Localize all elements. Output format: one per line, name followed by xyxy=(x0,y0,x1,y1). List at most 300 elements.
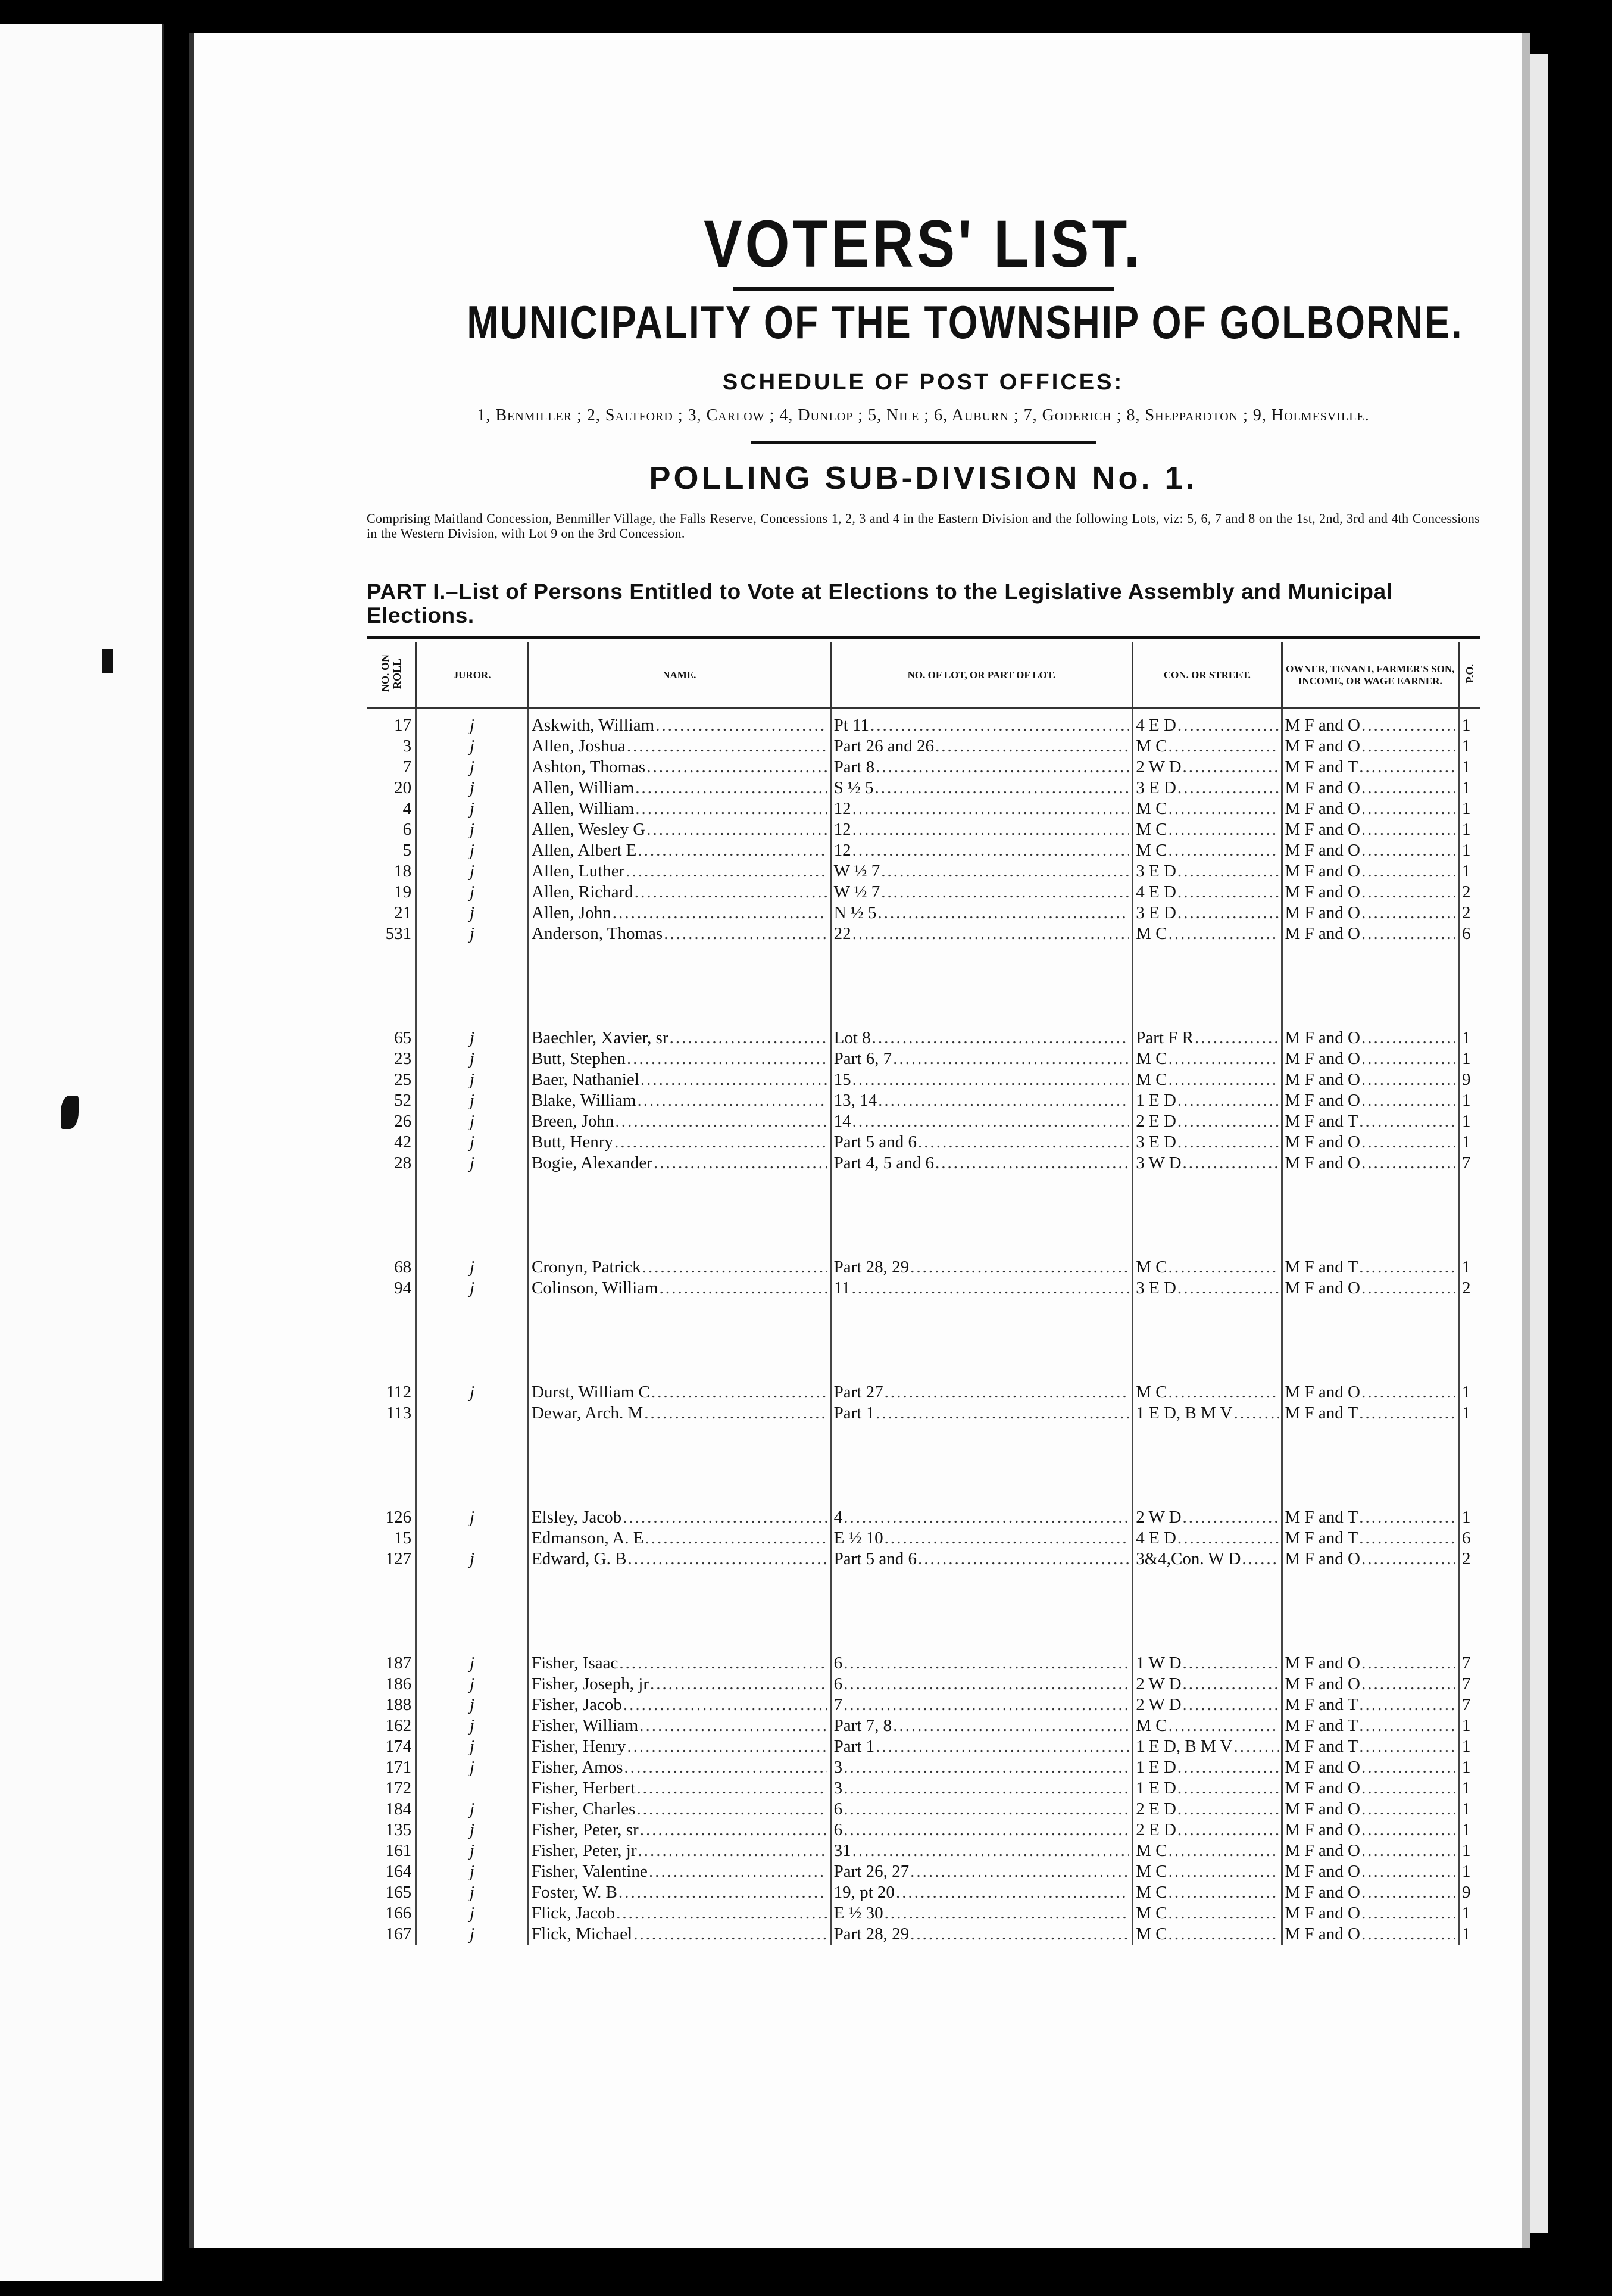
lot-number: 4 ..... xyxy=(830,1507,1133,1528)
blank-row xyxy=(367,986,1480,1007)
owner-status: M F and T ..... xyxy=(1282,1736,1459,1757)
lot-number: 31 ..... xyxy=(830,1840,1133,1861)
concession: M C ..... xyxy=(1133,1840,1282,1861)
concession: 3 W D ..... xyxy=(1133,1153,1282,1174)
lot-number: 6 ..... xyxy=(830,1799,1133,1820)
juror-mark: j xyxy=(416,1715,529,1736)
juror-mark: j xyxy=(416,1257,529,1278)
owner-status: M F and O ..... xyxy=(1282,1924,1459,1945)
concession: 2 E D ..... xyxy=(1133,1820,1282,1840)
post-office: 2 xyxy=(1459,1278,1480,1299)
roll-number: 17 xyxy=(394,716,412,735)
roll-number: 94 xyxy=(394,1278,412,1297)
juror-mark: j xyxy=(416,1695,529,1715)
concession: 3 E D ..... xyxy=(1133,1132,1282,1153)
owner-status: M F and O ..... xyxy=(1282,798,1459,819)
lot-number: N ½ 5 ..... xyxy=(830,903,1133,924)
post-office: 1 xyxy=(1459,1820,1480,1840)
lot-number: Pt 11 ..... xyxy=(830,715,1133,736)
post-office: 1 xyxy=(1459,1903,1480,1924)
post-office: 1 xyxy=(1459,1382,1480,1403)
voter-name: Allen, Joshua ..... xyxy=(529,736,831,757)
title-rule xyxy=(733,287,1114,291)
post-office: 7 xyxy=(1459,1153,1480,1174)
concession: 2 E D ..... xyxy=(1133,1799,1282,1820)
post-office: 1 xyxy=(1459,840,1480,861)
voter-name: Allen, Albert E ..... xyxy=(529,840,831,861)
concession: 2 W D ..... xyxy=(1133,757,1282,778)
voter-name: Allen, Luther ..... xyxy=(529,861,831,882)
voter-name: Flick, Jacob ..... xyxy=(529,1903,831,1924)
blank-row xyxy=(367,1570,1480,1590)
table-row xyxy=(367,757,1480,778)
lot-number: Part 26 and 26 ..... xyxy=(830,736,1133,757)
voter-name: Ashton, Thomas ..... xyxy=(529,757,831,778)
concession: 4 E D ..... xyxy=(1133,715,1282,736)
owner-status: M F and O ..... xyxy=(1282,1278,1459,1299)
juror-mark: j xyxy=(416,840,529,861)
ink-mark xyxy=(102,649,113,673)
juror-mark: j xyxy=(416,1069,529,1090)
post-office: 1 xyxy=(1459,778,1480,798)
roll-number: 187 xyxy=(385,1654,412,1673)
table-row xyxy=(367,1153,1480,1174)
lot-number: 3 ..... xyxy=(830,1778,1133,1799)
ink-mark xyxy=(61,1096,79,1129)
table-row xyxy=(367,840,1480,861)
page-content xyxy=(367,205,1480,1945)
concession: M C ..... xyxy=(1133,1882,1282,1903)
left-page-edge xyxy=(0,24,164,2281)
voter-name: Fisher, Peter, sr ..... xyxy=(529,1820,831,1840)
post-office: 1 xyxy=(1459,1111,1480,1132)
voter-name: Askwith, William ..... xyxy=(529,715,831,736)
owner-status: M F and O ..... xyxy=(1282,1069,1459,1090)
lot-number: 3 ..... xyxy=(830,1757,1133,1778)
juror-mark: j xyxy=(416,1799,529,1820)
post-office: 6 xyxy=(1459,1528,1480,1549)
juror-mark: j xyxy=(416,1820,529,1840)
concession: 1 W D ..... xyxy=(1133,1653,1282,1674)
roll-number: 23 xyxy=(394,1049,412,1068)
lot-number: 6 ..... xyxy=(830,1674,1133,1695)
voter-name: Fisher, Amos ..... xyxy=(529,1757,831,1778)
blank-row xyxy=(367,1299,1480,1319)
lot-number: 15 ..... xyxy=(830,1069,1133,1090)
owner-status: M F and O ..... xyxy=(1282,1090,1459,1111)
voter-name: Breen, John ..... xyxy=(529,1111,831,1132)
lot-number: Part 5 and 6 ..... xyxy=(830,1549,1133,1570)
table-row xyxy=(367,1799,1480,1820)
post-office: 7 xyxy=(1459,1674,1480,1695)
lot-number: Part 26, 27 ..... xyxy=(830,1861,1133,1882)
lot-number: Part 6, 7 ..... xyxy=(830,1049,1133,1069)
voter-name: Fisher, William ..... xyxy=(529,1715,831,1736)
juror-mark: j xyxy=(416,1382,529,1403)
lot-number: 12 ..... xyxy=(830,819,1133,840)
owner-status: M F and O ..... xyxy=(1282,1820,1459,1840)
owner-status: M F and O ..... xyxy=(1282,715,1459,736)
owner-status: M F and O ..... xyxy=(1282,1382,1459,1403)
post-office: 1 xyxy=(1459,1132,1480,1153)
owner-status: M F and T ..... xyxy=(1282,1111,1459,1132)
juror-mark: j xyxy=(416,1736,529,1757)
juror-mark: j xyxy=(416,1903,529,1924)
voter-name: Flick, Michael ..... xyxy=(529,1924,831,1945)
post-office: 1 xyxy=(1459,1090,1480,1111)
voter-name: Allen, John ..... xyxy=(529,903,831,924)
lot-number: Part 8 ..... xyxy=(830,757,1133,778)
juror-mark: j xyxy=(416,798,529,819)
table-row xyxy=(367,1861,1480,1882)
roll-number: 135 xyxy=(385,1820,412,1839)
table-row xyxy=(367,903,1480,924)
voter-name: Edward, G. B ..... xyxy=(529,1549,831,1570)
table-row xyxy=(367,1840,1480,1861)
voter-name: Blake, William ..... xyxy=(529,1090,831,1111)
lot-number: 6 ..... xyxy=(830,1653,1133,1674)
lot-number: Part 28, 29 ..... xyxy=(830,1924,1133,1945)
post-office: 9 xyxy=(1459,1069,1480,1090)
post-office: 1 xyxy=(1459,1403,1480,1424)
juror-mark: j xyxy=(416,1861,529,1882)
roll-number: 113 xyxy=(386,1403,412,1422)
lot-number: S ½ 5 ..... xyxy=(830,778,1133,798)
owner-status: M F and O ..... xyxy=(1282,1903,1459,1924)
table-row xyxy=(367,1090,1480,1111)
post-office: 1 xyxy=(1459,757,1480,778)
juror-mark: j xyxy=(416,1028,529,1049)
voter-name: Fisher, Isaac ..... xyxy=(529,1653,831,1674)
table-row xyxy=(367,1507,1480,1528)
table-row xyxy=(367,1820,1480,1840)
owner-status: M F and O ..... xyxy=(1282,924,1459,944)
roll-number: 165 xyxy=(385,1883,412,1902)
voter-name: Cronyn, Patrick ..... xyxy=(529,1257,831,1278)
lot-number: Part 5 and 6 ..... xyxy=(830,1132,1133,1153)
concession: 3 E D ..... xyxy=(1133,903,1282,924)
concession: M C ..... xyxy=(1133,1715,1282,1736)
table-row xyxy=(367,861,1480,882)
post-office: 1 xyxy=(1459,1840,1480,1861)
table-row xyxy=(367,1049,1480,1069)
roll-number: 161 xyxy=(385,1841,412,1860)
post-office: 1 xyxy=(1459,1861,1480,1882)
owner-status: M F and O ..... xyxy=(1282,1653,1459,1674)
roll-number: 188 xyxy=(385,1695,412,1714)
table-row xyxy=(367,819,1480,840)
voter-name: Foster, W. B ..... xyxy=(529,1882,831,1903)
blank-row xyxy=(367,1340,1480,1361)
juror-mark: j xyxy=(416,1549,529,1570)
municipality-heading: MUNICIPALITY OF THE TOWNSHIP OF GOLBORNE. xyxy=(467,296,1464,348)
voter-name: Dewar, Arch. M ..... xyxy=(529,1403,831,1424)
owner-status: M F and T ..... xyxy=(1282,1715,1459,1736)
roll-number: 171 xyxy=(385,1758,412,1777)
roll-number: 167 xyxy=(385,1924,412,1944)
roll-number: 184 xyxy=(385,1799,412,1818)
juror-mark: j xyxy=(416,924,529,944)
post-office: 9 xyxy=(1459,1882,1480,1903)
voter-name: Bogie, Alexander ..... xyxy=(529,1153,831,1174)
lot-number: Lot 8 ..... xyxy=(830,1028,1133,1049)
post-office: 1 xyxy=(1459,819,1480,840)
col-name-header: NAME. xyxy=(529,642,831,709)
schedule-text: 1, Benmiller ; 2, Saltford ; 3, Carlow ; 4, Dunlop ; 5, Nile ; 6, Auburn ; 7, Goderich ; 8, Sheppardton ; 9, Holmesville. xyxy=(477,406,1370,425)
voter-name: Allen, William ..... xyxy=(529,798,831,819)
lot-number: 12 ..... xyxy=(830,798,1133,819)
concession: 4 E D ..... xyxy=(1133,882,1282,903)
owner-status: M F and O ..... xyxy=(1282,861,1459,882)
concession: M C ..... xyxy=(1133,736,1282,757)
polling-heading: POLLING SUB-DIVISION No. 1. xyxy=(649,460,1198,496)
roll-number: 15 xyxy=(394,1528,412,1548)
blank-row xyxy=(367,1486,1480,1507)
blank-row xyxy=(367,1632,1480,1653)
juror-mark: j xyxy=(416,1111,529,1132)
juror-mark: j xyxy=(416,715,529,736)
blank-row xyxy=(367,1590,1480,1611)
post-office: 1 xyxy=(1459,1507,1480,1528)
lot-number: Part 1 ..... xyxy=(830,1403,1133,1424)
owner-status: M F and O ..... xyxy=(1282,1840,1459,1861)
roll-number: 166 xyxy=(385,1904,412,1923)
voters-table-body xyxy=(367,709,1480,1945)
table-row xyxy=(367,1778,1480,1799)
lot-number: Part 27 ..... xyxy=(830,1382,1133,1403)
post-office: 6 xyxy=(1459,924,1480,944)
roll-number: 7 xyxy=(402,757,412,776)
table-row xyxy=(367,1403,1480,1424)
table-row xyxy=(367,1549,1480,1570)
owner-status: M F and O ..... xyxy=(1282,840,1459,861)
roll-number: 4 xyxy=(402,799,412,818)
voter-name: Edmanson, A. E ..... xyxy=(529,1528,831,1549)
roll-number: 68 xyxy=(394,1258,412,1277)
lot-number: 12 ..... xyxy=(830,840,1133,861)
post-office: 1 xyxy=(1459,715,1480,736)
blank-row xyxy=(367,1465,1480,1486)
juror-mark: j xyxy=(416,1924,529,1945)
juror-mark: j xyxy=(416,1674,529,1695)
roll-number: 186 xyxy=(385,1674,412,1693)
post-office: 1 xyxy=(1459,861,1480,882)
schedule-heading: SCHEDULE OF POST OFFICES: xyxy=(722,370,1124,395)
post-office: 1 xyxy=(1459,1924,1480,1945)
blank-row xyxy=(367,1424,1480,1445)
owner-status: M F and O ..... xyxy=(1282,1757,1459,1778)
roll-number: 531 xyxy=(385,924,412,943)
juror-mark: j xyxy=(416,757,529,778)
col-po-header: P.O. xyxy=(1459,642,1480,709)
lot-number: Part 7, 8 ..... xyxy=(830,1715,1133,1736)
table-row xyxy=(367,1132,1480,1153)
table-top-rule xyxy=(367,636,1480,639)
owner-status: M F and O ..... xyxy=(1282,1882,1459,1903)
owner-status: M F and T ..... xyxy=(1282,757,1459,778)
table-row xyxy=(367,1653,1480,1674)
lot-number: Part 4, 5 and 6 ..... xyxy=(830,1153,1133,1174)
roll-number: 42 xyxy=(394,1133,412,1152)
juror-mark: j xyxy=(416,1882,529,1903)
blank-row xyxy=(367,1445,1480,1465)
voter-name: Colinson, William ..... xyxy=(529,1278,831,1299)
concession: M C ..... xyxy=(1133,798,1282,819)
table-row xyxy=(367,1674,1480,1695)
blank-row xyxy=(367,1215,1480,1236)
juror-mark: j xyxy=(416,1278,529,1299)
juror-mark: j xyxy=(416,819,529,840)
roll-number: 28 xyxy=(394,1153,412,1172)
voter-name: Fisher, Herbert ..... xyxy=(529,1778,831,1799)
roll-number: 6 xyxy=(402,820,412,839)
concession: Part F R ..... xyxy=(1133,1028,1282,1049)
lot-number: 19, pt 20 ..... xyxy=(830,1882,1133,1903)
juror-mark xyxy=(416,1528,529,1549)
roll-number: 19 xyxy=(394,882,412,901)
document-page xyxy=(189,33,1530,2248)
concession: 2 W D ..... xyxy=(1133,1695,1282,1715)
concession: M C ..... xyxy=(1133,819,1282,840)
post-office: 1 xyxy=(1459,736,1480,757)
lot-number: 11 ..... xyxy=(830,1278,1133,1299)
owner-status: M F and O ..... xyxy=(1282,1132,1459,1153)
post-office: 1 xyxy=(1459,798,1480,819)
col-owner-header: OWNER, TENANT, FARMER'S SON, INCOME, OR WAGE EARNER. xyxy=(1282,642,1459,709)
table-row xyxy=(367,1924,1480,1945)
table-row xyxy=(367,1278,1480,1299)
lot-number: 7 ..... xyxy=(830,1695,1133,1715)
table-row xyxy=(367,1695,1480,1715)
table-row xyxy=(367,882,1480,903)
voter-name: Baer, Nathaniel ..... xyxy=(529,1069,831,1090)
blank-row xyxy=(367,1611,1480,1632)
concession: M C ..... xyxy=(1133,1861,1282,1882)
roll-number: 164 xyxy=(385,1862,412,1881)
table-row xyxy=(367,736,1480,757)
post-office: 2 xyxy=(1459,882,1480,903)
post-office: 2 xyxy=(1459,903,1480,924)
roll-number: 21 xyxy=(394,903,412,922)
post-office: 1 xyxy=(1459,1799,1480,1820)
lot-number: 14 ..... xyxy=(830,1111,1133,1132)
lot-number: 22 ..... xyxy=(830,924,1133,944)
concession: M C ..... xyxy=(1133,1069,1282,1090)
concession: 3 E D ..... xyxy=(1133,778,1282,798)
post-office: 7 xyxy=(1459,1653,1480,1674)
table-row xyxy=(367,798,1480,819)
owner-status: M F and O ..... xyxy=(1282,1028,1459,1049)
post-office: 2 xyxy=(1459,1549,1480,1570)
concession: M C ..... xyxy=(1133,840,1282,861)
voters-table xyxy=(367,642,1480,1945)
concession: M C ..... xyxy=(1133,1049,1282,1069)
concession: M C ..... xyxy=(1133,1257,1282,1278)
concession: M C ..... xyxy=(1133,1382,1282,1403)
post-office: 1 xyxy=(1459,1028,1480,1049)
post-office: 1 xyxy=(1459,1778,1480,1799)
blank-row xyxy=(367,1007,1480,1028)
owner-status: M F and T ..... xyxy=(1282,1695,1459,1715)
col-roll-header: NO. ON ROLL xyxy=(367,642,416,709)
post-office: 7 xyxy=(1459,1695,1480,1715)
juror-mark xyxy=(416,1778,529,1799)
juror-mark: j xyxy=(416,1090,529,1111)
juror-mark: j xyxy=(416,1757,529,1778)
lot-number: W ½ 7 ..... xyxy=(830,861,1133,882)
owner-status: M F and O ..... xyxy=(1282,778,1459,798)
voter-name: Fisher, Jacob ..... xyxy=(529,1695,831,1715)
concession: 2 E D ..... xyxy=(1133,1111,1282,1132)
blank-row xyxy=(367,1174,1480,1194)
owner-status: M F and T ..... xyxy=(1282,1403,1459,1424)
lot-number: 6 ..... xyxy=(830,1820,1133,1840)
concession: 3&4,Con. W D ..... xyxy=(1133,1549,1282,1570)
juror-mark: j xyxy=(416,903,529,924)
table-row xyxy=(367,1528,1480,1549)
voter-name: Butt, Henry ..... xyxy=(529,1132,831,1153)
owner-status: M F and O ..... xyxy=(1282,1861,1459,1882)
voter-name: Fisher, Charles ..... xyxy=(529,1799,831,1820)
roll-number: 52 xyxy=(394,1091,412,1110)
table-row xyxy=(367,1757,1480,1778)
concession: 4 E D ..... xyxy=(1133,1528,1282,1549)
owner-status: M F and O ..... xyxy=(1282,1799,1459,1820)
roll-number: 26 xyxy=(394,1112,412,1131)
table-row xyxy=(367,1069,1480,1090)
concession: 1 E D ..... xyxy=(1133,1090,1282,1111)
col-juror-header: JUROR. xyxy=(416,642,529,709)
table-row xyxy=(367,1736,1480,1757)
owner-status: M F and O ..... xyxy=(1282,1778,1459,1799)
blank-row xyxy=(367,1236,1480,1257)
juror-mark: j xyxy=(416,882,529,903)
voter-name: Allen, William ..... xyxy=(529,778,831,798)
lot-number: W ½ 7 ..... xyxy=(830,882,1133,903)
page-title: VOTERS' LIST. xyxy=(704,207,1143,281)
juror-mark: j xyxy=(416,1653,529,1674)
lot-number: Part 28, 29 ..... xyxy=(830,1257,1133,1278)
roll-number: 5 xyxy=(402,841,412,860)
table-row xyxy=(367,1257,1480,1278)
table-row xyxy=(367,1028,1480,1049)
juror-mark: j xyxy=(416,778,529,798)
juror-mark: j xyxy=(416,1153,529,1174)
roll-number: 172 xyxy=(385,1779,412,1798)
owner-status: M F and O ..... xyxy=(1282,819,1459,840)
voter-name: Durst, William C ..... xyxy=(529,1382,831,1403)
juror-mark: j xyxy=(416,1840,529,1861)
table-row xyxy=(367,1382,1480,1403)
post-office: 1 xyxy=(1459,1757,1480,1778)
juror-mark: j xyxy=(416,1049,529,1069)
table-row xyxy=(367,715,1480,736)
concession: 2 W D ..... xyxy=(1133,1674,1282,1695)
owner-status: M F and T ..... xyxy=(1282,1507,1459,1528)
roll-number: 18 xyxy=(394,862,412,881)
concession: 2 W D ..... xyxy=(1133,1507,1282,1528)
voter-name: Fisher, Peter, jr ..... xyxy=(529,1840,831,1861)
concession: M C ..... xyxy=(1133,1903,1282,1924)
col-con-header: CON. OR STREET. xyxy=(1133,642,1282,709)
blank-row xyxy=(367,1194,1480,1215)
concession: 1 E D, B M V ..... xyxy=(1133,1736,1282,1757)
owner-status: M F and O ..... xyxy=(1282,1153,1459,1174)
voter-name: Allen, Wesley G ..... xyxy=(529,819,831,840)
table-row xyxy=(367,778,1480,798)
roll-number: 174 xyxy=(385,1737,412,1756)
comprising-text: Comprising Maitland Concession, Benmiller Village, the Falls Reserve, Concessions 1, 2, 3 and 4 in the Eastern Division and the following Lots, viz: 5, 6, 7 and 8 on the 1st, 2nd, 3rd and 4th Concessions in the Western Division, with Lot 9 on the 3rd Concession. xyxy=(367,511,1480,541)
